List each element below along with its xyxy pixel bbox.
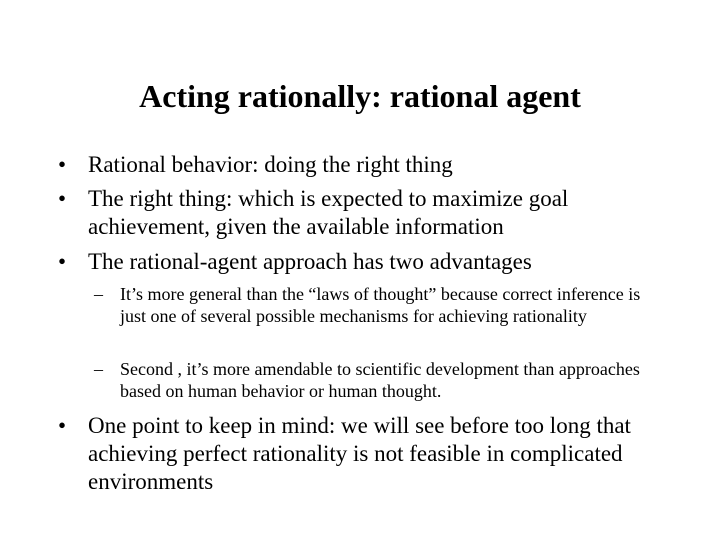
bullet-item xyxy=(58,412,668,496)
bullet-text: The rational-agent approach has two advantages xyxy=(88,249,532,274)
bullet-item xyxy=(58,151,668,179)
bullet-marker: • xyxy=(58,413,67,438)
bullet-text: Rational behavior: doing the right thing xyxy=(88,152,453,177)
bullet-item xyxy=(58,248,668,276)
sub-bullet-marker: – xyxy=(94,284,103,304)
sub-bullet-item xyxy=(94,358,664,402)
bullet-marker: • xyxy=(58,186,67,211)
bullet-marker: • xyxy=(58,249,67,274)
sub-bullet-text: It’s more general than the “laws of thought” because correct inference is just one of several possible mechanisms for achieving rationality xyxy=(120,284,641,326)
sub-bullet-marker: – xyxy=(94,359,103,379)
bullet-text: The right thing: which is expected to maximize goal achievement, given the available information xyxy=(88,186,569,239)
slide-title: Acting rationally: rational agent xyxy=(139,78,581,114)
sub-bullet-text: Second , it’s more amendable to scientific development than approaches based on human behavior or human thought. xyxy=(120,359,640,401)
bullet-item xyxy=(58,185,668,241)
sub-bullet-item xyxy=(94,283,664,327)
bullet-text: One point to keep in mind: we will see before too long that achieving perfect rationality is not feasible in complicated environments xyxy=(88,413,631,494)
bullet-marker: • xyxy=(58,152,67,177)
